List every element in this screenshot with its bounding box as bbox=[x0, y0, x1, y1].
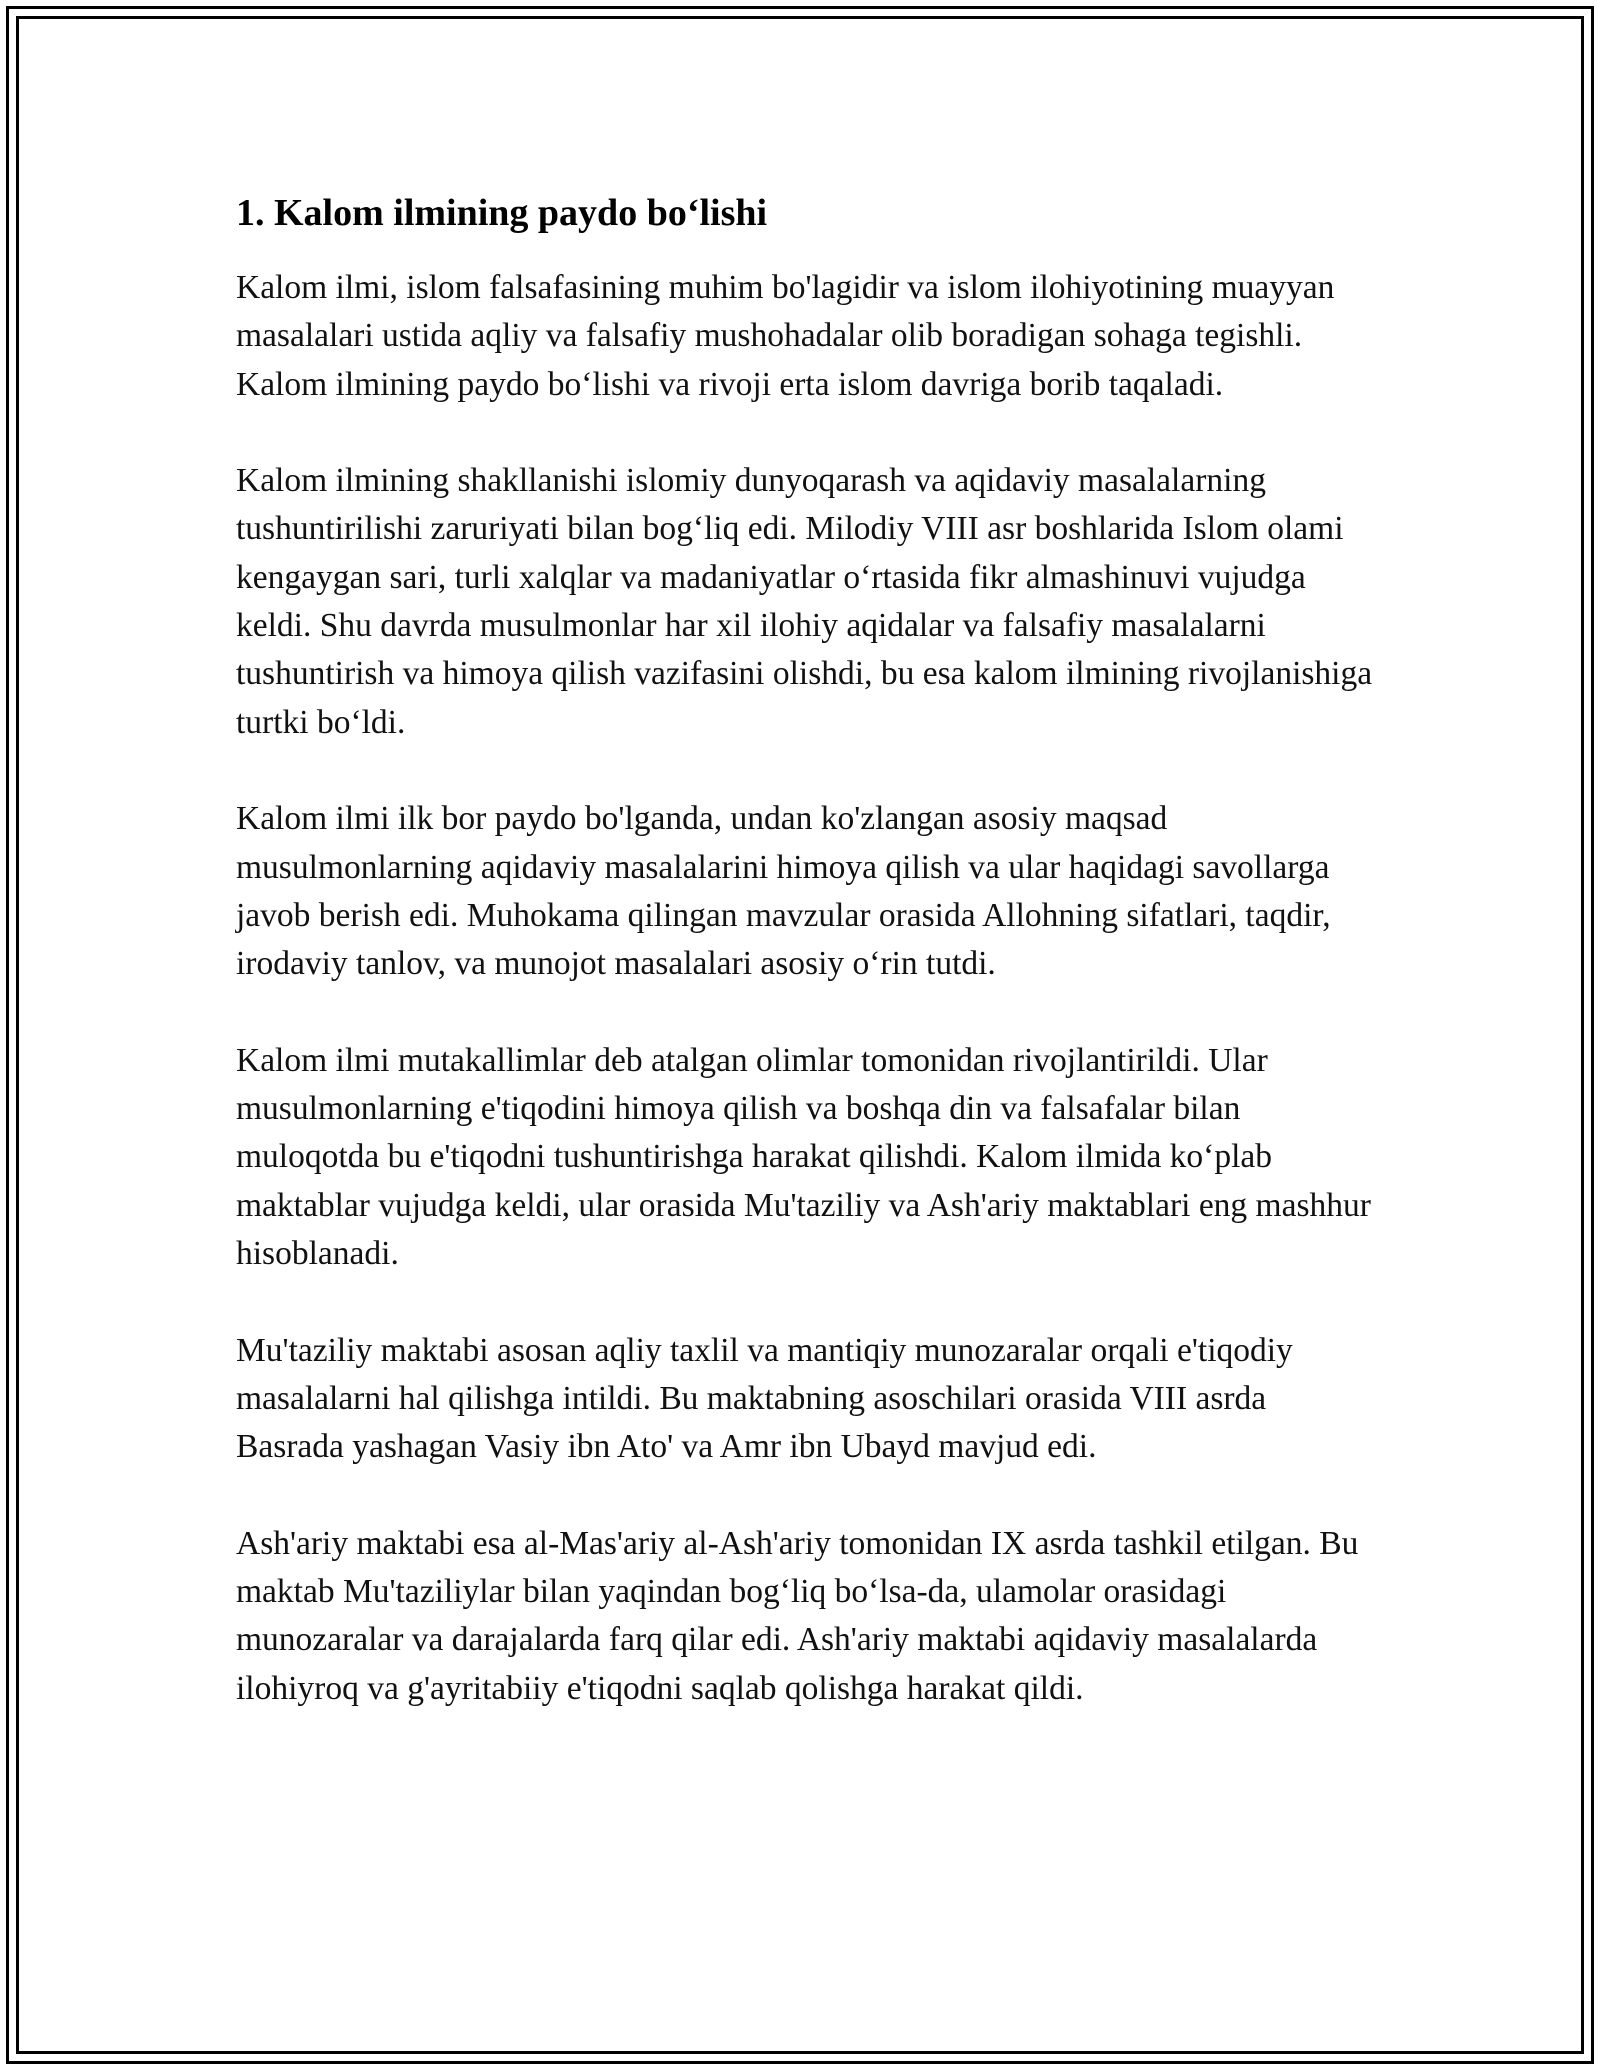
paragraph-6: Ash'ariy maktabi esa al-Mas'ariy al-Ash'ariy tomonidan IX asrda tashkil etilgan. Bu maktab Mu'taziliylar bilan yaqindan bog‘liq bo‘lsa-da, ulamolar orasidagi munozaralar va darajalarda farq qilar edi. Ash'ariy maktabi aqidaviy masalalarda ilohiyroq va g'ayritabiiy e'tiqodni saqlab qolishga harakat qildi. bbox=[236, 1524, 1359, 1707]
paragraph-4: Kalom ilmi mutakallimlar deb atalgan olimlar tomonidan rivojlantirildi. Ular musulmonlarning e'tiqodini himoya qilish va boshqa din va falsafalar bilan muloqotda bu e'tiqodni tushuntirishga harakat qilishdi. Kalom ilmida ko‘plab maktablar vujudga keldi, ular orasida Mu'taziliy va Ash'ariy maktablari eng mashhur hisoblanadi. bbox=[236, 1041, 1371, 1272]
paragraph-3: Kalom ilmi ilk bor paydo bo'lganda, undan ko'zlangan asosiy maqsad musulmonlarning aqidaviy masalalarini himoya qilish va ular haqidagi savollarga javob berish edi. Muhokama qilingan mavzular orasida Allohning sifatlari, taqdir, irodaviy tanlov, va munojot masalalari asosiy o‘rin tutdi. bbox=[236, 800, 1331, 983]
section-title: 1. Kalom ilmining paydo bo‘lishi bbox=[236, 192, 768, 234]
paragraph-5: Mu'taziliy maktabi asosan aqliy taxlil va mantiqiy munozaralar orqali e'tiqodiy masalalarni hal qilishga intildi. Bu maktabning asoschilari orasida VIII asrda Basrada yashagan Vasiy ibn Ato' va Amr ibn Ubayd mavjud edi. bbox=[236, 1331, 1293, 1466]
document-body bbox=[236, 186, 1376, 1761]
paragraph-2: Kalom ilmining shakllanishi islomiy dunyoqarash va aqidaviy masalalarning tushuntirilishi zaruriyati bilan bog‘liq edi. Milodiy VIII asr boshlarida Islom olami kengaygan sari, turli xalqlar va madaniyatlar o‘rtasida fikr almashinuvi vujudga keldi. Shu davrda musulmonlar har xil ilohiy aqidalar va falsafiy masalalarni tushuntirish va himoya qilish vazifasini olishdi, bu esa kalom ilmining rivojlanishiga turtki bo‘ldi. bbox=[236, 462, 1373, 741]
paragraph-1: Kalom ilmi, islom falsafasining muhim bo'lagidir va islom ilohiyotining muayyan masalalari ustida aqliy va falsafiy mushohadalar olib boradigan sohaga tegishli. Kalom ilmining paydo bo‘lishi va rivoji erta islom davriga borib taqaladi. bbox=[236, 269, 1335, 403]
